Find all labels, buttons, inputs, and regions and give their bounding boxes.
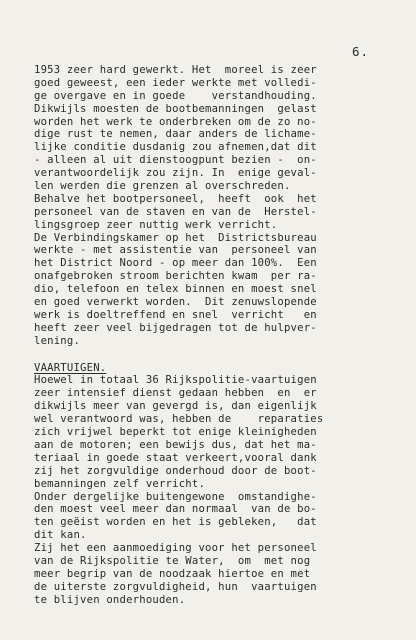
paragraph-vessels bbox=[34, 374, 394, 606]
text-line: onafgebroken stroom berichten kwam per ra- bbox=[34, 270, 317, 283]
text-line: aan de motoren; een bewijs dus, dat het ma- bbox=[34, 438, 317, 451]
text-line: ten geëist worden en het is gebleken, dat bbox=[34, 516, 317, 529]
text-line: zeer intensief dienst gedaan hebben en er bbox=[34, 387, 317, 400]
text-line: len werden die grenzen al overschreden. bbox=[34, 180, 291, 193]
text-line: zich vrijwel beperkt tot enige kleinigheden bbox=[34, 426, 317, 439]
text-line: ge overgave en in goede verstandhouding. bbox=[34, 89, 317, 102]
text-line: lening. bbox=[34, 334, 81, 347]
text-line: van de Rijkspolitie te Water, om met nog bbox=[34, 554, 311, 567]
body-text bbox=[34, 64, 394, 607]
text-line: en goed verwerkt worden. Dit zenuwslopende bbox=[34, 296, 317, 309]
text-line: de uiterste zorgvuldigheid, hun vaartuigen bbox=[34, 580, 317, 593]
section-heading-vaartuigen: VAARTUIGEN. bbox=[34, 361, 107, 374]
text-line: lijke conditie dusdanig zou afnemen,dat dit bbox=[34, 141, 317, 154]
text-line: dikwijls meer van gevergd is, dan eigenlijk bbox=[34, 400, 317, 413]
text-line: Onder dergelijke buitengewone omstandighe- bbox=[34, 490, 317, 503]
text-line: 1953 zeer hard gewerkt. Het moreel is zeer bbox=[34, 64, 317, 76]
text-line: dit kan. bbox=[34, 529, 87, 542]
text-line: zij het zorgvuldige onderhoud door de boot- bbox=[34, 464, 317, 477]
text-line: het District Noord - op meer dan 100%. Een bbox=[34, 257, 317, 270]
text-line: werk is doeltreffend en snel verricht en bbox=[34, 308, 317, 321]
text-line: teriaal in goede staat verkeert,vooral dank bbox=[34, 451, 317, 464]
paragraph-gap bbox=[34, 348, 394, 362]
paragraph-staff-work bbox=[34, 64, 394, 348]
text-line: Behalve het bootpersoneel, heeft ook het bbox=[34, 192, 317, 205]
text-line: personeel van de staven en van de Herstel- bbox=[34, 205, 317, 218]
text-line: verantwoordelijk zou zijn. In enige geval- bbox=[34, 167, 317, 180]
text-line: heeft zeer veel bijgedragen tot de hulpver- bbox=[34, 321, 317, 334]
text-line: wel verantwoord was, hebben de reparaties bbox=[34, 413, 324, 426]
text-line: werkte - met assistentie van personeel van bbox=[34, 244, 317, 257]
page-number: 6. bbox=[352, 44, 370, 59]
text-line: dige rust te nemen, daar anders de lichame- bbox=[34, 128, 317, 141]
text-line: lingsgroep zeer nuttig werk verricht. bbox=[34, 218, 278, 231]
text-line: dio, telefoon en telex binnen en moest snel bbox=[34, 283, 317, 296]
text-line: Hoewel in totaal 36 Rijkspolitie-vaartuigen bbox=[34, 374, 317, 387]
text-line: worden het werk te onderbreken om de zo no- bbox=[34, 115, 317, 128]
text-line: goed geweest, een ieder werkte met volledi- bbox=[34, 76, 317, 89]
text-line: Zij het een aanmoediging voor het personeel bbox=[34, 542, 317, 555]
text-line: bemanningen zelf verricht. bbox=[34, 477, 206, 490]
text-line: meer begrip van de noodzaak hiertoe en met bbox=[34, 567, 311, 580]
text-line: den moest veel meer dan normaal van de bo- bbox=[34, 503, 317, 516]
text-line: De Verbindingskamer op het Districtsbureau bbox=[34, 231, 317, 244]
text-line: te blijven onderhouden. bbox=[34, 593, 186, 606]
text-line: - alleen al uit dienstoogpunt bezien - on- bbox=[34, 154, 317, 167]
text-line: Dikwijls moesten de bootbemanningen gelast bbox=[34, 102, 317, 115]
